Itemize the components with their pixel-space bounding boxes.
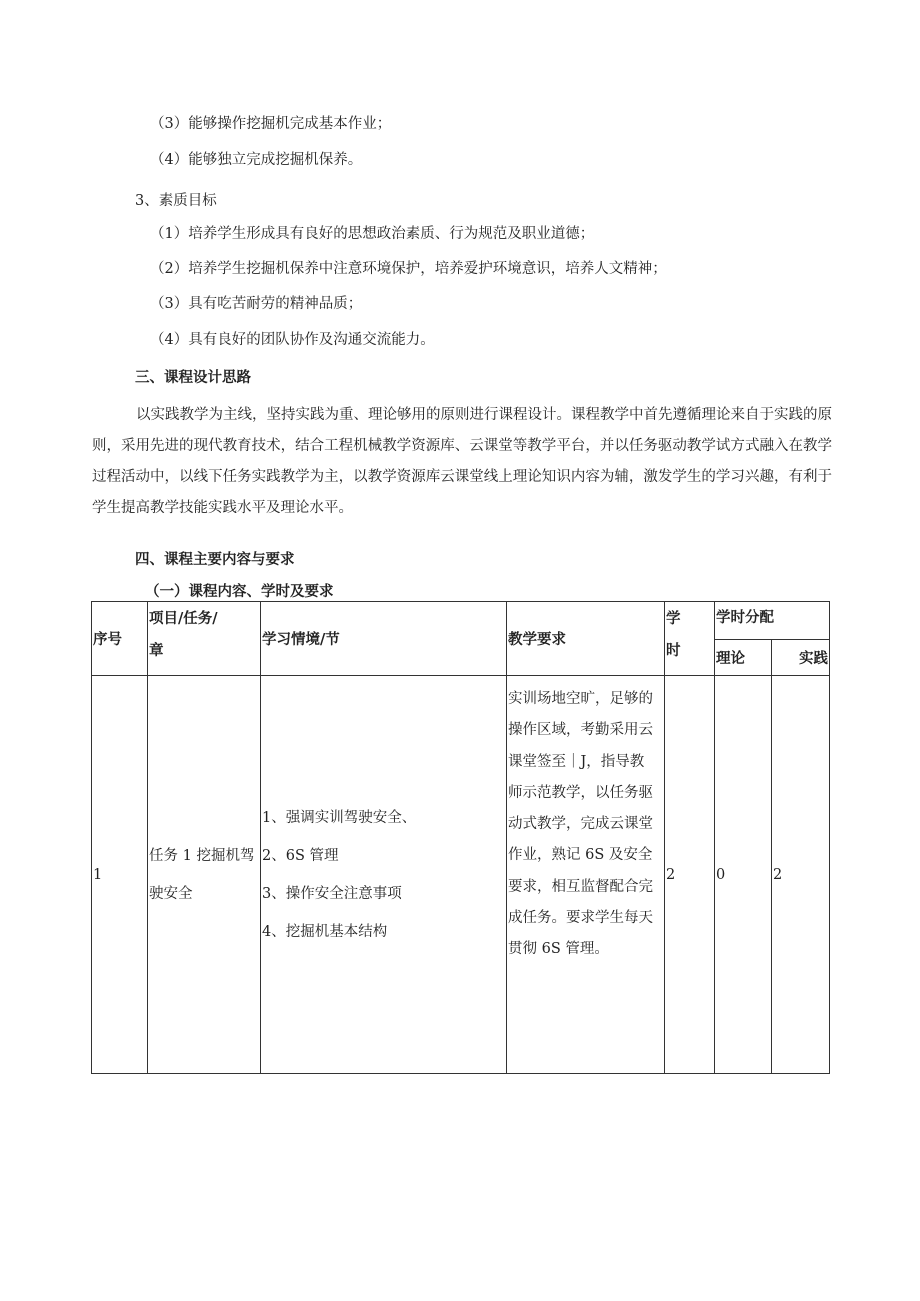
header-allocation: 学时分配 <box>715 602 830 640</box>
header-theory: 理论 <box>715 640 772 676</box>
section-3-heading: 三、课程设计思路 <box>135 369 251 386</box>
requirement-line: 操作区域，考勤采用云 <box>508 722 653 739</box>
section-4-heading: 四、课程主要内容与要求 <box>135 551 295 568</box>
header-hours-line2: 时 <box>666 641 681 659</box>
situation-item: 1、强调实训驾驶安全、 <box>262 809 417 826</box>
quality-goal-1: （1）培养学生形成具有良好的思想政治素质、行为规范及职业道德； <box>150 226 595 242</box>
quality-goal-3: （3）具有吃苦耐劳的精神品质； <box>150 296 363 312</box>
row-practice: 2 <box>772 676 830 1074</box>
requirement-line: 师示范教学，以任务驱 <box>508 784 653 801</box>
quality-goal-heading: 3、素质目标 <box>135 193 217 209</box>
header-hours-line1: 学 <box>666 609 681 627</box>
requirement-line: 作业，熟记 6S 及安全 <box>508 847 653 864</box>
course-content-table <box>91 601 830 1074</box>
header-project-line1: 项目/任务/ <box>149 609 218 627</box>
row-requirement <box>507 676 665 1074</box>
header-requirement: 教学要求 <box>507 602 665 676</box>
row-situations <box>261 676 507 1074</box>
quality-goal-4: （4）具有良好的团队协作及沟通交流能力。 <box>150 332 435 348</box>
skill-goal-3: （3）能够操作挖掘机完成基本作业； <box>150 116 392 132</box>
skill-goal-4: （4）能够独立完成挖掘机保养。 <box>150 152 363 168</box>
row-theory: 0 <box>715 676 772 1074</box>
row-hours: 2 <box>665 676 715 1074</box>
requirement-line: 实训场地空旷，足够的 <box>508 691 653 707</box>
section-4-subheading: （一）课程内容、学时及要求 <box>145 583 334 600</box>
row-project-line2: 驶安全 <box>149 885 193 902</box>
requirement-line: 成任务。要求学生每天 <box>508 910 653 927</box>
header-situation: 学习情境/节 <box>261 602 507 676</box>
quality-goal-2: （2）培养学生挖掘机保养中注意环境保护，培养爱护环境意识，培养人文精神； <box>150 261 667 277</box>
header-practice: 实践 <box>772 640 830 676</box>
requirement-line: 贯彻 6S 管理。 <box>508 941 609 958</box>
header-hours <box>665 602 715 676</box>
requirement-line: 课堂签至｜J，指导教 <box>508 753 645 770</box>
requirement-line: 动式教学，完成云课堂 <box>508 816 653 833</box>
row-seq: 1 <box>92 676 148 1074</box>
situation-item: 2、6S 管理 <box>262 847 339 864</box>
requirement-line: 要求，相互监督配合完 <box>508 878 653 895</box>
situation-item: 3、操作安全注意事项 <box>262 885 402 902</box>
table-row <box>92 676 830 1074</box>
row-project <box>148 676 261 1074</box>
section-3-paragraph: 以实践教学为主线，坚持实践为重、理论够用的原则进行课程设计。课程教学中首先遵循理论来自于实践的原则，采用先进的现代教育技术，结合工程机械教学资源库、云课堂等教学平台，并以任务驱动教学试方式融入在教学过程活动中，以线下任务实践教学为主，以教学资源库云课堂线上理论知识内容为辅，激发学生的学习兴趣，有利于学生提高教学技能实践水平及理论水平。 <box>92 407 832 516</box>
situation-item: 4、挖掘机基本结构 <box>262 923 388 940</box>
row-project-line1: 任务 1 挖掘机驾 <box>149 847 255 864</box>
header-project <box>148 602 261 676</box>
header-project-line2: 章 <box>149 641 164 659</box>
header-seq: 序号 <box>92 602 148 676</box>
